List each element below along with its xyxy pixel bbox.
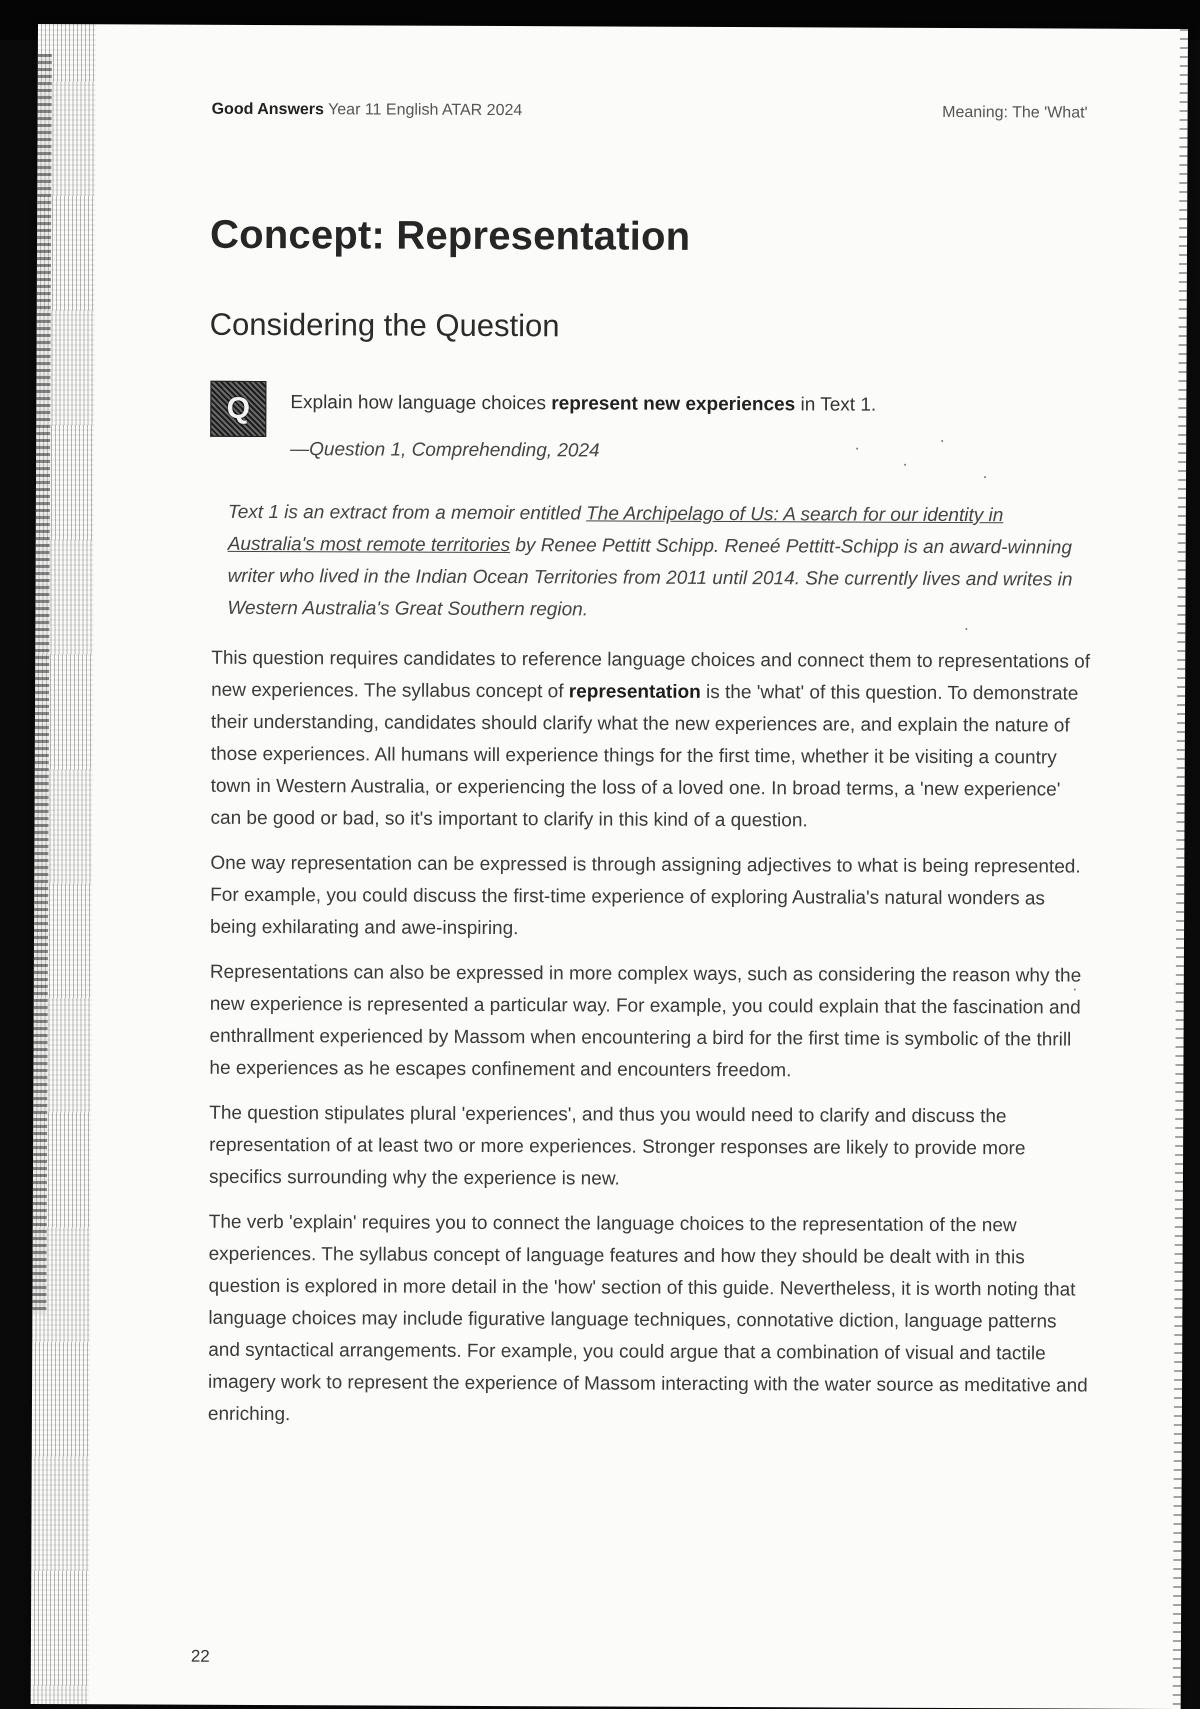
question-icon-letter: Q (226, 391, 251, 425)
context-after: by Renee Pettitt Schipp. Reneé Pettitt-Schipp is an award-winning writer who lived in the Indian Ocean Territories from 2011 until 2014. She currently lives and writes in Western Australia's Great Southern region. (227, 535, 1073, 621)
context-before: Text 1 is an extract from a memoir entitled (227, 501, 587, 525)
scan-speck (984, 476, 986, 478)
header-left (212, 101, 523, 120)
paragraph-1-start: This question requires candidates to reference language choices and connect them to representations of new experiences. The syllabus concept of (211, 647, 1091, 703)
paragraph-1 (210, 643, 1091, 839)
header-brand: Good Answers (211, 100, 324, 119)
question-icon (210, 381, 266, 437)
paragraph-1-emphasis: representation (568, 681, 701, 703)
scan-speck (941, 440, 943, 442)
question-text-start: Explain how language choices (290, 392, 552, 415)
paragraph-3: Representations can also be expressed in more complex ways, such as considering the reason why the new experience is represented a particular way. For example, you could explain that the fascination and enthrallment experienced by Massom when encountering a bird for the first time is symbolic of the thrill he experiences as he escapes confinement and encounters freedom. (209, 961, 1082, 1082)
text-context-note (227, 497, 1088, 629)
paragraph-5: The verb 'explain' requires you to connect the language choices to the representation of the new experiences. The syllabus concept of language features and how they should be dealt with in this question is explored in more detail in the 'how' section of this guide. Nevertheless, it is worth noting that language choices may include figurative language techniques, connotative diction, language patterns and syntactical arrangements. For example, you could argue that a combination of visual and tactile imagery work to represent the experience of Massom interacting with the water source as meditative and enriching. (207, 1211, 1088, 1426)
scan-speck (965, 628, 967, 630)
scan-speck (1074, 989, 1076, 991)
page-number: 22 (190, 1646, 210, 1666)
paragraph-4: The question stipulates plural 'experiences', and thus you would need to clarify and discuss the representation of at least two or more experiences. Stronger responses are likely to provide more specifics surrounding why the experience is new. (208, 1102, 1026, 1190)
scan-speck (856, 448, 858, 450)
scan-speck (904, 464, 906, 466)
question-text-end: in Text 1. (795, 394, 877, 416)
memoir-title: The Archipelago of Us: A search for our identity in Australia's most remote territories (227, 503, 1004, 557)
header-book-title: Year 11 English ATAR 2024 (328, 101, 523, 120)
paragraph-1-end: is the 'what' of this question. To demonstrate their understanding, candidates should clarify what the new experiences are, and explain the nature of those experiences. All humans will experience things for the first time, whether it be visiting a country town in Western Australia, or experiencing the loss of a loved one. In broad terms, a 'new experience' can be good or bad, so it's important to clarify in this kind of a question. (210, 681, 1079, 832)
question-attribution: —Question 1, Comprehending, 2024 (290, 439, 600, 462)
body-text (208, 643, 1091, 1448)
header-section: Meaning: The 'What' (942, 103, 1088, 122)
exam-question (290, 392, 876, 417)
running-header (212, 101, 1088, 123)
paragraph-2: One way representation can be expressed is through assigning adjectives to what is being represented. For example, you could discuss the first-time experience of exploring Australia's natural wonders as being exhilarating and awe-inspiring. (210, 852, 1081, 940)
document-page (31, 24, 1188, 1709)
concept-title: Concept: Representation (209, 212, 691, 259)
section-title: Considering the Question (209, 306, 560, 344)
question-text-emphasis: represent new experiences (551, 393, 796, 416)
